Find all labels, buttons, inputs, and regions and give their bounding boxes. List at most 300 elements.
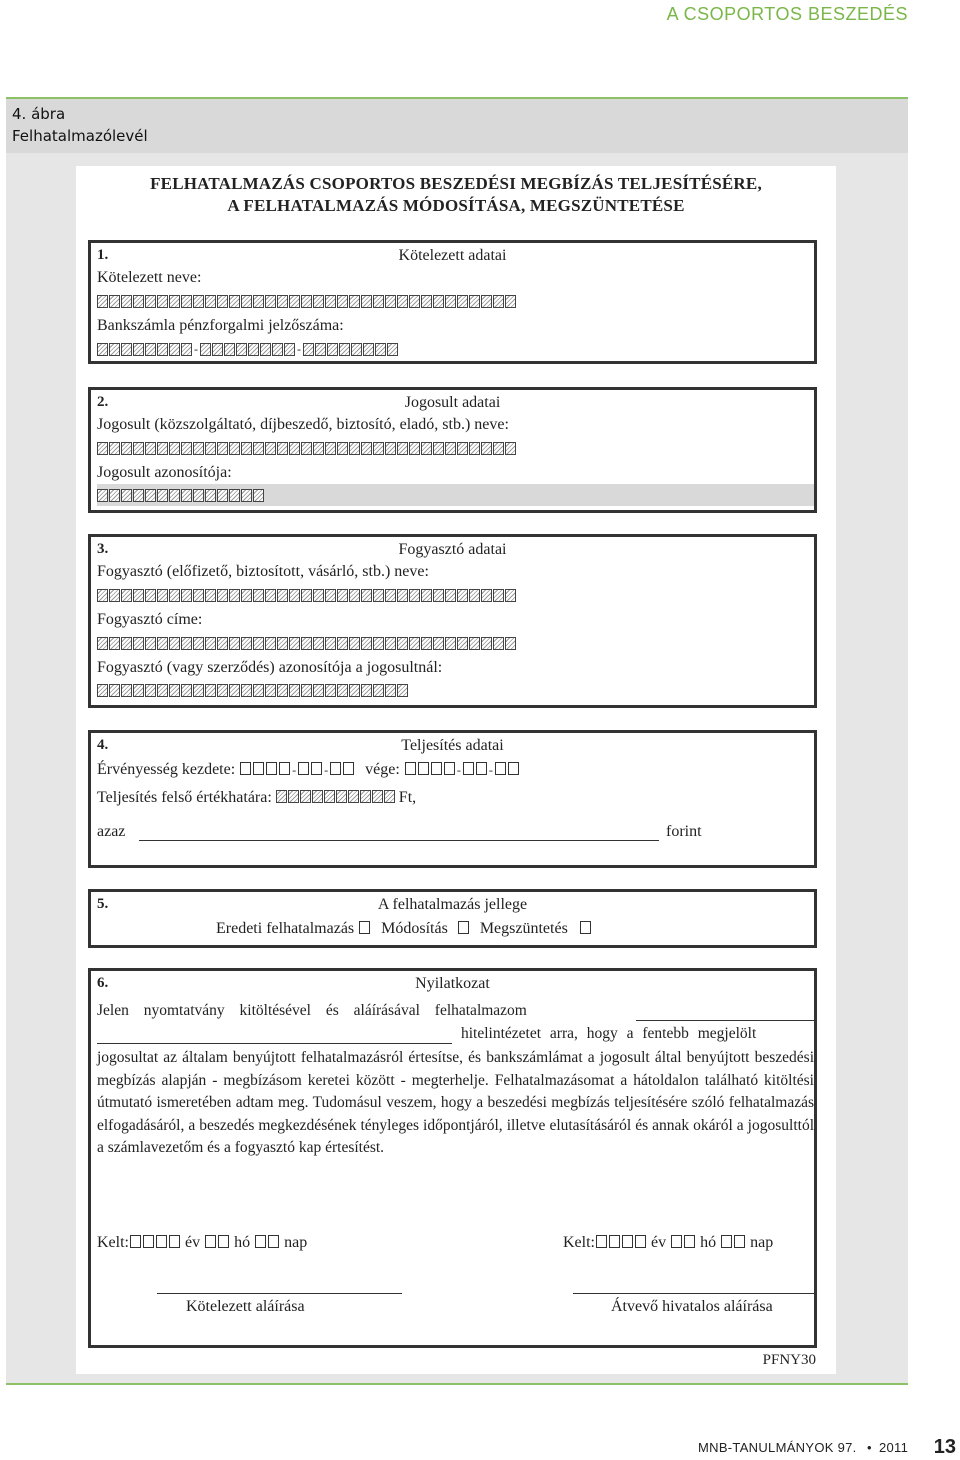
separator-dash: - <box>292 763 297 777</box>
input-cell[interactable] <box>277 589 288 602</box>
input-cell[interactable] <box>433 295 444 308</box>
consumer-name-cells[interactable] <box>97 589 516 602</box>
date-digit-box[interactable] <box>463 762 474 775</box>
input-cell[interactable] <box>337 589 348 602</box>
input-cell[interactable] <box>253 637 264 650</box>
input-cell[interactable] <box>277 684 288 697</box>
input-cell[interactable] <box>133 442 144 455</box>
date-right <box>563 1234 773 1252</box>
year-box[interactable] <box>156 1235 167 1248</box>
year-box[interactable] <box>169 1235 180 1248</box>
input-cell[interactable] <box>397 637 408 650</box>
input-cell[interactable] <box>457 589 468 602</box>
input-cell[interactable] <box>181 295 192 308</box>
input-cell[interactable] <box>385 295 396 308</box>
year-box[interactable] <box>622 1235 633 1248</box>
separator-dash: - <box>456 763 461 777</box>
month-box[interactable] <box>218 1235 229 1248</box>
input-cell[interactable] <box>505 637 516 650</box>
input-cell[interactable] <box>421 637 432 650</box>
input-cell[interactable] <box>457 637 468 650</box>
input-cell[interactable] <box>205 442 216 455</box>
figure-caption: Felhatalmazólevél <box>12 127 148 145</box>
date-digit-box[interactable] <box>444 762 455 775</box>
input-cell[interactable] <box>481 589 492 602</box>
input-cell[interactable] <box>217 637 228 650</box>
input-cell[interactable] <box>324 790 335 803</box>
input-cell[interactable] <box>193 295 204 308</box>
input-cell[interactable] <box>121 684 132 697</box>
form-code: PFNY30 <box>762 1352 816 1368</box>
input-cell[interactable] <box>312 790 323 803</box>
input-cell[interactable] <box>121 589 132 602</box>
input-cell[interactable] <box>337 295 348 308</box>
input-cell[interactable] <box>375 343 386 356</box>
input-cell[interactable] <box>288 790 299 803</box>
input-cell[interactable] <box>97 637 108 650</box>
input-cell[interactable] <box>229 489 240 502</box>
forint-label: forint <box>666 823 702 840</box>
input-cell[interactable] <box>157 442 168 455</box>
section-number: 5. <box>97 896 109 912</box>
footer-bullet: • <box>867 1440 872 1455</box>
section-number: 2. <box>97 394 109 410</box>
input-cell[interactable] <box>133 343 144 356</box>
input-cell[interactable] <box>325 442 336 455</box>
date-digit-box[interactable] <box>311 762 322 775</box>
beneficiary-id-cells[interactable] <box>97 489 264 502</box>
input-cell[interactable] <box>97 489 108 502</box>
account-number-cells[interactable] <box>97 343 398 356</box>
input-cell[interactable] <box>505 442 516 455</box>
input-cell[interactable] <box>241 442 252 455</box>
date-digit-box[interactable] <box>279 762 290 775</box>
input-cell[interactable] <box>205 295 216 308</box>
input-cell[interactable] <box>169 489 180 502</box>
input-cell[interactable] <box>469 295 480 308</box>
section-title: Nyilatkozat <box>415 975 490 992</box>
input-cell[interactable] <box>421 442 432 455</box>
input-cell[interactable] <box>229 295 240 308</box>
input-cell[interactable] <box>337 442 348 455</box>
input-cell[interactable] <box>205 489 216 502</box>
input-cell[interactable] <box>109 295 120 308</box>
input-cell[interactable] <box>224 343 235 356</box>
input-cell[interactable] <box>157 343 168 356</box>
obligor-signature-label: Kötelezett aláírása <box>186 1298 305 1315</box>
month-box[interactable] <box>205 1235 216 1248</box>
input-cell[interactable] <box>253 295 264 308</box>
day-box[interactable] <box>255 1235 266 1248</box>
date-digit-box[interactable] <box>405 762 416 775</box>
input-cell[interactable] <box>360 790 371 803</box>
input-cell[interactable] <box>229 637 240 650</box>
input-cell[interactable] <box>387 343 398 356</box>
input-cell[interactable] <box>397 684 408 697</box>
input-cell[interactable] <box>301 295 312 308</box>
input-cell[interactable] <box>205 637 216 650</box>
input-cell[interactable] <box>351 343 362 356</box>
input-cell[interactable] <box>457 295 468 308</box>
input-cell[interactable] <box>265 637 276 650</box>
limit-row <box>97 789 416 807</box>
consumer-name-label: Fogyasztó (előfizető, biztosított, vásárló, stb.) neve: <box>97 563 429 580</box>
input-cell[interactable] <box>169 295 180 308</box>
input-cell[interactable] <box>493 637 504 650</box>
currency-label: Ft, <box>398 789 417 806</box>
input-cell[interactable] <box>276 790 287 803</box>
obligor-name-cells[interactable] <box>97 295 516 308</box>
input-cell[interactable] <box>109 343 120 356</box>
month-box[interactable] <box>684 1235 695 1248</box>
input-cell[interactable] <box>121 637 132 650</box>
input-cell[interactable] <box>265 589 276 602</box>
date-digit-box[interactable] <box>266 762 277 775</box>
input-cell[interactable] <box>193 442 204 455</box>
obligor-signature-line[interactable] <box>157 1293 402 1294</box>
declaration-line1: Jelen nyomtatvány kitöltésével és aláírásával felhatalmazom <box>97 1002 527 1019</box>
input-cell[interactable] <box>348 790 359 803</box>
input-cell[interactable] <box>421 589 432 602</box>
input-cell[interactable] <box>409 295 420 308</box>
input-cell[interactable] <box>289 295 300 308</box>
input-cell[interactable] <box>303 343 314 356</box>
input-cell[interactable] <box>241 637 252 650</box>
input-cell[interactable] <box>289 589 300 602</box>
form-title-line1: FELHATALMAZÁS CSOPORTOS BESZEDÉSI MEGBÍZÁS TELJESÍTÉSÉRE, <box>150 174 762 193</box>
input-cell[interactable] <box>289 442 300 455</box>
input-cell[interactable] <box>193 489 204 502</box>
input-cell[interactable] <box>277 295 288 308</box>
input-cell[interactable] <box>384 790 395 803</box>
section-consumer <box>88 534 817 708</box>
input-cell[interactable] <box>373 637 384 650</box>
input-cell[interactable] <box>253 489 264 502</box>
input-cell[interactable] <box>361 442 372 455</box>
input-cell[interactable] <box>121 343 132 356</box>
input-cell[interactable] <box>289 684 300 697</box>
input-cell[interactable] <box>385 442 396 455</box>
input-cell[interactable] <box>277 637 288 650</box>
amount-in-words-line[interactable] <box>139 840 659 841</box>
account-number-label: Bankszámla pénzforgalmi jelzőszáma: <box>97 317 344 334</box>
input-cell[interactable] <box>133 589 144 602</box>
year-box[interactable] <box>609 1235 620 1248</box>
input-cell[interactable] <box>349 295 360 308</box>
input-cell[interactable] <box>217 489 228 502</box>
input-cell[interactable] <box>241 295 252 308</box>
input-cell[interactable] <box>121 442 132 455</box>
input-cell[interactable] <box>181 637 192 650</box>
beneficiary-name-cells[interactable] <box>97 442 516 455</box>
input-cell[interactable] <box>229 589 240 602</box>
input-cell[interactable] <box>205 589 216 602</box>
option-original-checkbox[interactable] <box>359 921 370 934</box>
input-cell[interactable] <box>505 589 516 602</box>
section-title: Teljesítés adatai <box>401 737 504 754</box>
input-cell[interactable] <box>260 343 271 356</box>
input-cell[interactable] <box>373 589 384 602</box>
input-cell[interactable] <box>313 684 324 697</box>
input-cell[interactable] <box>265 442 276 455</box>
input-cell[interactable] <box>372 790 383 803</box>
input-cell[interactable] <box>145 442 156 455</box>
day-box[interactable] <box>734 1235 745 1248</box>
input-cell[interactable] <box>169 343 180 356</box>
input-cell[interactable] <box>385 589 396 602</box>
option-modify-label: Módosítás <box>381 920 448 937</box>
input-cell[interactable] <box>457 442 468 455</box>
date-digit-box[interactable] <box>343 762 354 775</box>
input-cell[interactable] <box>217 295 228 308</box>
input-cell[interactable] <box>349 589 360 602</box>
input-cell[interactable] <box>409 442 420 455</box>
input-cell[interactable] <box>217 589 228 602</box>
input-cell[interactable] <box>337 684 348 697</box>
input-cell[interactable] <box>289 637 300 650</box>
figure-caption-bar <box>6 97 908 155</box>
date-digit-box[interactable] <box>508 762 519 775</box>
input-cell[interactable] <box>181 489 192 502</box>
day-label: nap <box>750 1234 774 1251</box>
input-cell[interactable] <box>133 489 144 502</box>
input-cell[interactable] <box>181 343 192 356</box>
input-cell[interactable] <box>313 589 324 602</box>
input-cell[interactable] <box>97 295 108 308</box>
input-cell[interactable] <box>445 589 456 602</box>
receiver-signature-line[interactable] <box>573 1293 816 1294</box>
day-box[interactable] <box>721 1235 732 1248</box>
input-cell[interactable] <box>433 442 444 455</box>
section-number: 3. <box>97 541 109 557</box>
input-cell[interactable] <box>265 295 276 308</box>
end-date-boxes[interactable] <box>404 761 520 778</box>
input-cell[interactable] <box>169 589 180 602</box>
input-cell[interactable] <box>505 295 516 308</box>
day-box[interactable] <box>268 1235 279 1248</box>
input-cell[interactable] <box>145 684 156 697</box>
input-cell[interactable] <box>469 442 480 455</box>
input-cell[interactable] <box>157 589 168 602</box>
input-cell[interactable] <box>301 442 312 455</box>
input-cell[interactable] <box>97 343 108 356</box>
input-cell[interactable] <box>145 637 156 650</box>
input-cell[interactable] <box>121 489 132 502</box>
input-cell[interactable] <box>133 637 144 650</box>
input-cell[interactable] <box>217 442 228 455</box>
consumer-address-cells[interactable] <box>97 637 516 650</box>
input-cell[interactable] <box>193 684 204 697</box>
date-digit-box[interactable] <box>476 762 487 775</box>
input-cell[interactable] <box>349 442 360 455</box>
input-cell[interactable] <box>193 589 204 602</box>
input-cell[interactable] <box>313 295 324 308</box>
input-cell[interactable] <box>121 295 132 308</box>
consumer-id-cells[interactable] <box>97 684 408 697</box>
date-digit-box[interactable] <box>330 762 341 775</box>
input-cell[interactable] <box>469 589 480 602</box>
input-cell[interactable] <box>253 442 264 455</box>
option-modify-checkbox[interactable] <box>458 921 469 934</box>
input-cell[interactable] <box>193 637 204 650</box>
input-cell[interactable] <box>133 295 144 308</box>
input-cell[interactable] <box>181 684 192 697</box>
input-cell[interactable] <box>157 295 168 308</box>
running-header: A CSOPORTOS BESZEDÉS <box>666 4 908 24</box>
input-cell[interactable] <box>181 442 192 455</box>
input-cell[interactable] <box>325 589 336 602</box>
input-cell[interactable] <box>397 589 408 602</box>
option-terminate-checkbox[interactable] <box>580 921 591 934</box>
input-cell[interactable] <box>325 295 336 308</box>
bottom-rule <box>6 1383 908 1385</box>
input-cell[interactable] <box>433 637 444 650</box>
year-box[interactable] <box>143 1235 154 1248</box>
input-cell[interactable] <box>325 637 336 650</box>
input-cell[interactable] <box>145 589 156 602</box>
input-cell[interactable] <box>361 637 372 650</box>
input-cell[interactable] <box>241 589 252 602</box>
input-cell[interactable] <box>301 637 312 650</box>
input-cell[interactable] <box>301 684 312 697</box>
input-cell[interactable] <box>361 589 372 602</box>
input-cell[interactable] <box>229 442 240 455</box>
section-type <box>88 889 817 948</box>
input-cell[interactable] <box>169 684 180 697</box>
date-digit-box[interactable] <box>495 762 506 775</box>
input-cell[interactable] <box>336 790 347 803</box>
input-cell[interactable] <box>272 343 283 356</box>
start-date-boxes[interactable] <box>239 761 355 778</box>
input-cell[interactable] <box>385 684 396 697</box>
input-cell[interactable] <box>212 343 223 356</box>
input-cell[interactable] <box>373 295 384 308</box>
input-cell[interactable] <box>248 343 259 356</box>
input-cell[interactable] <box>361 295 372 308</box>
input-cell[interactable] <box>373 442 384 455</box>
input-cell[interactable] <box>325 684 336 697</box>
input-cell[interactable] <box>409 589 420 602</box>
input-cell[interactable] <box>481 637 492 650</box>
input-cell[interactable] <box>315 343 326 356</box>
option-terminate-label: Megszüntetés <box>479 920 568 937</box>
form-title-line2: A FELHATALMAZÁS MÓDOSÍTÁSA, MEGSZÜNTETÉSE <box>227 196 685 215</box>
bank-name-line1[interactable] <box>636 1020 816 1021</box>
section-title: A felhatalmazás jellege <box>377 896 528 913</box>
input-cell[interactable] <box>397 295 408 308</box>
input-cell[interactable] <box>433 589 444 602</box>
beneficiary-id-label: Jogosult azonosítója: <box>97 464 232 481</box>
input-cell[interactable] <box>361 684 372 697</box>
input-cell[interactable] <box>253 684 264 697</box>
input-cell[interactable] <box>157 684 168 697</box>
input-cell[interactable] <box>217 684 228 697</box>
footer-year: 2011 <box>879 1440 909 1455</box>
input-cell[interactable] <box>265 684 276 697</box>
input-cell[interactable] <box>313 442 324 455</box>
year-box[interactable] <box>130 1235 141 1248</box>
input-cell[interactable] <box>349 684 360 697</box>
input-cell[interactable] <box>109 442 120 455</box>
input-cell[interactable] <box>97 589 108 602</box>
input-cell[interactable] <box>200 343 211 356</box>
input-cell[interactable] <box>169 637 180 650</box>
input-cell[interactable] <box>253 589 264 602</box>
date-digit-box[interactable] <box>431 762 442 775</box>
input-cell[interactable] <box>337 637 348 650</box>
input-cell[interactable] <box>481 442 492 455</box>
input-cell[interactable] <box>349 637 360 650</box>
input-cell[interactable] <box>205 684 216 697</box>
input-cell[interactable] <box>133 684 144 697</box>
input-cell[interactable] <box>445 295 456 308</box>
input-cell[interactable] <box>277 442 288 455</box>
input-cell[interactable] <box>301 589 312 602</box>
input-cell[interactable] <box>481 295 492 308</box>
input-cell[interactable] <box>397 442 408 455</box>
bank-name-line2[interactable] <box>97 1043 452 1044</box>
input-cell[interactable] <box>157 637 168 650</box>
consumer-address-label: Fogyasztó címe: <box>97 611 203 628</box>
input-cell[interactable] <box>284 343 295 356</box>
input-cell[interactable] <box>327 343 338 356</box>
input-cell[interactable] <box>145 343 156 356</box>
input-cell[interactable] <box>445 637 456 650</box>
input-cell[interactable] <box>229 684 240 697</box>
input-cell[interactable] <box>241 489 252 502</box>
input-cell[interactable] <box>445 442 456 455</box>
date-digit-box[interactable] <box>240 762 251 775</box>
input-cell[interactable] <box>493 589 504 602</box>
input-cell[interactable] <box>109 489 120 502</box>
input-cell[interactable] <box>493 442 504 455</box>
input-cell[interactable] <box>469 637 480 650</box>
month-box[interactable] <box>671 1235 682 1248</box>
date-digit-box[interactable] <box>298 762 309 775</box>
input-cell[interactable] <box>109 589 120 602</box>
input-cell[interactable] <box>109 637 120 650</box>
section-title: Kötelezett adatai <box>398 247 507 264</box>
input-cell[interactable] <box>181 589 192 602</box>
input-cell[interactable] <box>157 489 168 502</box>
input-cell[interactable] <box>145 489 156 502</box>
input-cell[interactable] <box>313 637 324 650</box>
section-beneficiary <box>88 387 817 513</box>
input-cell[interactable] <box>241 684 252 697</box>
input-cell[interactable] <box>409 637 420 650</box>
limit-cells[interactable] <box>276 790 395 803</box>
input-cell[interactable] <box>493 295 504 308</box>
date-left <box>97 1234 307 1252</box>
input-cell[interactable] <box>300 790 311 803</box>
input-cell[interactable] <box>363 343 374 356</box>
year-box[interactable] <box>635 1235 646 1248</box>
input-cell[interactable] <box>97 442 108 455</box>
date-digit-box[interactable] <box>418 762 429 775</box>
date-digit-box[interactable] <box>253 762 264 775</box>
input-cell[interactable] <box>169 442 180 455</box>
validity-end-label: vége: <box>365 761 400 778</box>
input-cell[interactable] <box>145 295 156 308</box>
input-cell[interactable] <box>339 343 350 356</box>
input-cell[interactable] <box>97 684 108 697</box>
input-cell[interactable] <box>373 684 384 697</box>
input-cell[interactable] <box>109 684 120 697</box>
input-cell[interactable] <box>236 343 247 356</box>
year-box[interactable] <box>596 1235 607 1248</box>
input-cell[interactable] <box>385 637 396 650</box>
input-cell[interactable] <box>421 295 432 308</box>
